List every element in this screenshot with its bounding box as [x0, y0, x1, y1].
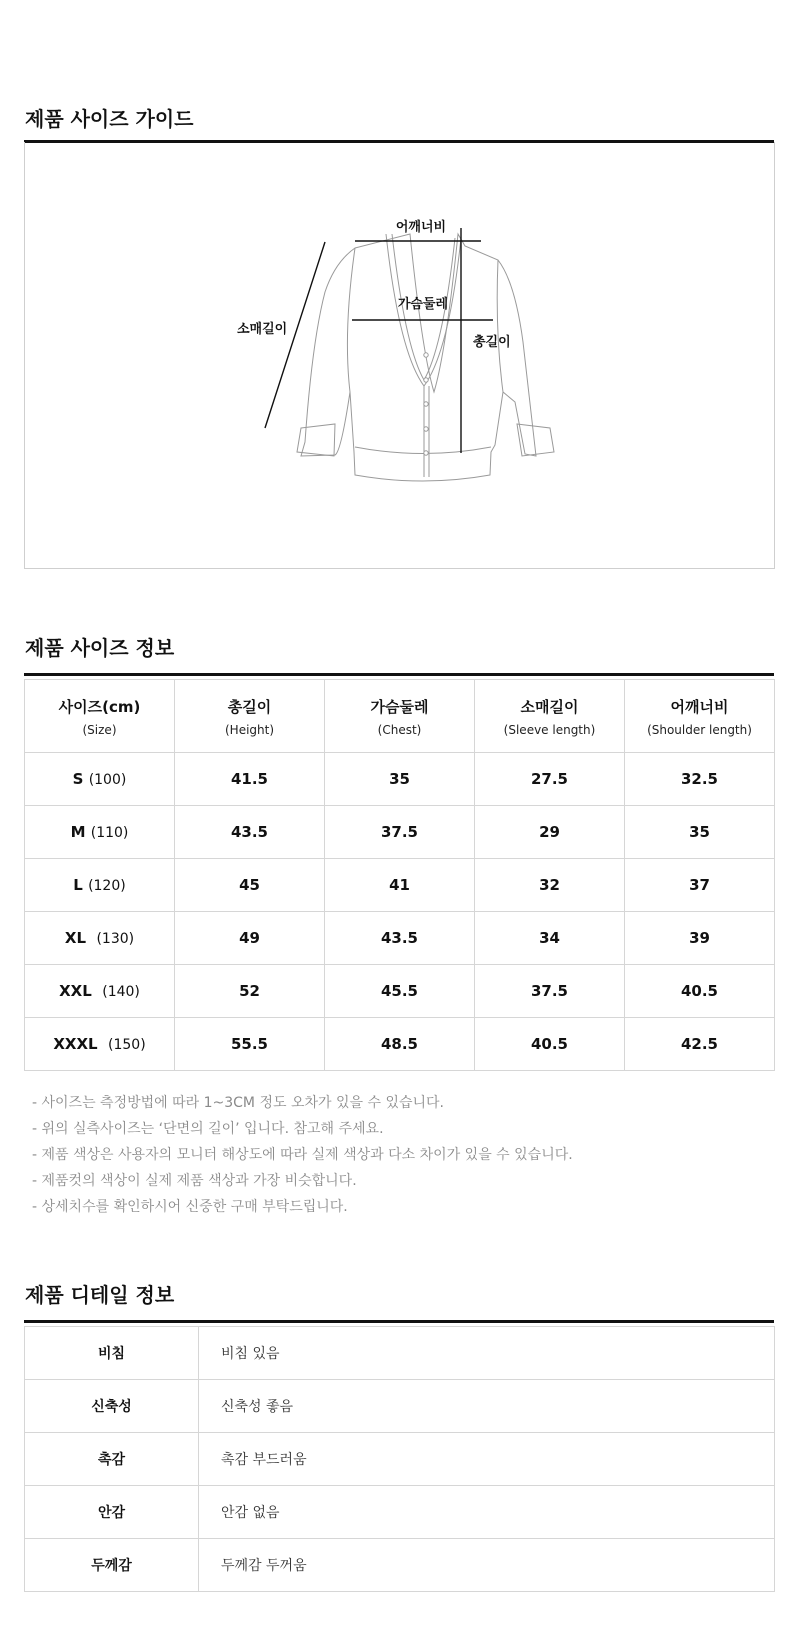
button-icon	[424, 427, 428, 431]
size-guide-title: 제품 사이즈 가이드	[25, 107, 194, 131]
shoulder-cell: 42.5	[625, 1018, 775, 1071]
shoulder-cell: 37	[625, 859, 775, 912]
note-item: - 제품 색상은 사용자의 모니터 해상도에 따라 실제 색상과 다소 차이가 있을 수 있습니다.	[32, 1147, 573, 1163]
size-cell: S (100)	[25, 753, 175, 806]
chest-cell: 41	[325, 859, 475, 912]
header-size: 사이즈(cm) (Size)	[25, 680, 175, 753]
table-row	[25, 1539, 775, 1592]
detail-key: 안감	[25, 1486, 199, 1539]
chest-cell: 48.5	[325, 1018, 475, 1071]
detail-key: 두께감	[25, 1539, 199, 1592]
chest-cell: 45.5	[325, 965, 475, 1018]
table-row	[25, 859, 775, 912]
height-cell: 55.5	[175, 1018, 325, 1071]
size-table-header	[25, 680, 775, 753]
detail-key: 촉감	[25, 1433, 199, 1486]
header-height: 총길이 (Height)	[175, 680, 325, 753]
size-info-rule	[24, 673, 774, 676]
chest-cell: 43.5	[325, 912, 475, 965]
detail-info-title: 제품 디테일 정보	[25, 1283, 175, 1307]
shoulder-cell: 40.5	[625, 965, 775, 1018]
table-row	[25, 965, 775, 1018]
sleeve-cell: 40.5	[475, 1018, 625, 1071]
size-guide-diagram-box	[24, 142, 775, 569]
sleeve-cell: 27.5	[475, 753, 625, 806]
sleeve-cell: 29	[475, 806, 625, 859]
detail-info-rule	[24, 1320, 774, 1323]
height-cell: 49	[175, 912, 325, 965]
size-cell: L (120)	[25, 859, 175, 912]
table-row	[25, 753, 775, 806]
note-item: - 사이즈는 측정방법에 따라 1~3CM 정도 오차가 있을 수 있습니다.	[32, 1095, 445, 1111]
length-label: 총길이	[473, 335, 511, 350]
size-cell: XXL (140)	[25, 965, 175, 1018]
detail-value: 안감 없음	[199, 1486, 775, 1539]
detail-value: 신축성 좋음	[199, 1380, 775, 1433]
chest-cell: 37.5	[325, 806, 475, 859]
header-sleeve: 소매길이 (Sleeve length)	[475, 680, 625, 753]
detail-key: 신축성	[25, 1380, 199, 1433]
shoulder-cell: 39	[625, 912, 775, 965]
sleeve-cell: 34	[475, 912, 625, 965]
sleeve-cell: 32	[475, 859, 625, 912]
note-item: - 제품컷의 색상이 실제 제품 색상과 가장 비슷합니다.	[32, 1173, 357, 1189]
shoulder-cell: 32.5	[625, 753, 775, 806]
button-icon	[424, 353, 428, 357]
detail-table	[24, 1326, 775, 1592]
height-cell: 41.5	[175, 753, 325, 806]
table-row	[25, 912, 775, 965]
button-icon	[424, 402, 428, 406]
size-cell: M (110)	[25, 806, 175, 859]
height-cell: 45	[175, 859, 325, 912]
size-cell: XL (130)	[25, 912, 175, 965]
table-row	[25, 1433, 775, 1486]
header-shoulder: 어깨너비 (Shoulder length)	[625, 680, 775, 753]
table-row	[25, 1380, 775, 1433]
size-notes	[32, 1090, 573, 1220]
height-cell: 52	[175, 965, 325, 1018]
button-icon	[424, 378, 428, 382]
detail-key: 비침	[25, 1327, 199, 1380]
detail-value: 비침 있음	[199, 1327, 775, 1380]
cardigan-diagram	[25, 142, 774, 568]
chest-cell: 35	[325, 753, 475, 806]
size-cell: XXXL (150)	[25, 1018, 175, 1071]
header-chest: 가슴둘레 (Chest)	[325, 680, 475, 753]
table-row	[25, 1327, 775, 1380]
note-item: - 상세치수를 확인하시어 신중한 구매 부탁드립니다.	[32, 1199, 348, 1215]
detail-value: 두께감 두꺼움	[199, 1539, 775, 1592]
size-table	[24, 679, 775, 1071]
note-item: - 위의 실측사이즈는 ‘단면의 길이’ 입니다. 참고해 주세요.	[32, 1121, 384, 1137]
sleeve-label: 소매길이	[237, 322, 288, 337]
table-row	[25, 1018, 775, 1071]
detail-value: 촉감 부드러움	[199, 1433, 775, 1486]
shoulder-cell: 35	[625, 806, 775, 859]
height-cell: 43.5	[175, 806, 325, 859]
table-row	[25, 1486, 775, 1539]
chest-label: 가슴둘레	[397, 297, 449, 312]
table-row	[25, 806, 775, 859]
shoulder-label: 어깨너비	[395, 220, 447, 235]
size-info-title: 제품 사이즈 정보	[25, 636, 175, 660]
button-icon	[424, 451, 428, 455]
sleeve-cell: 37.5	[475, 965, 625, 1018]
